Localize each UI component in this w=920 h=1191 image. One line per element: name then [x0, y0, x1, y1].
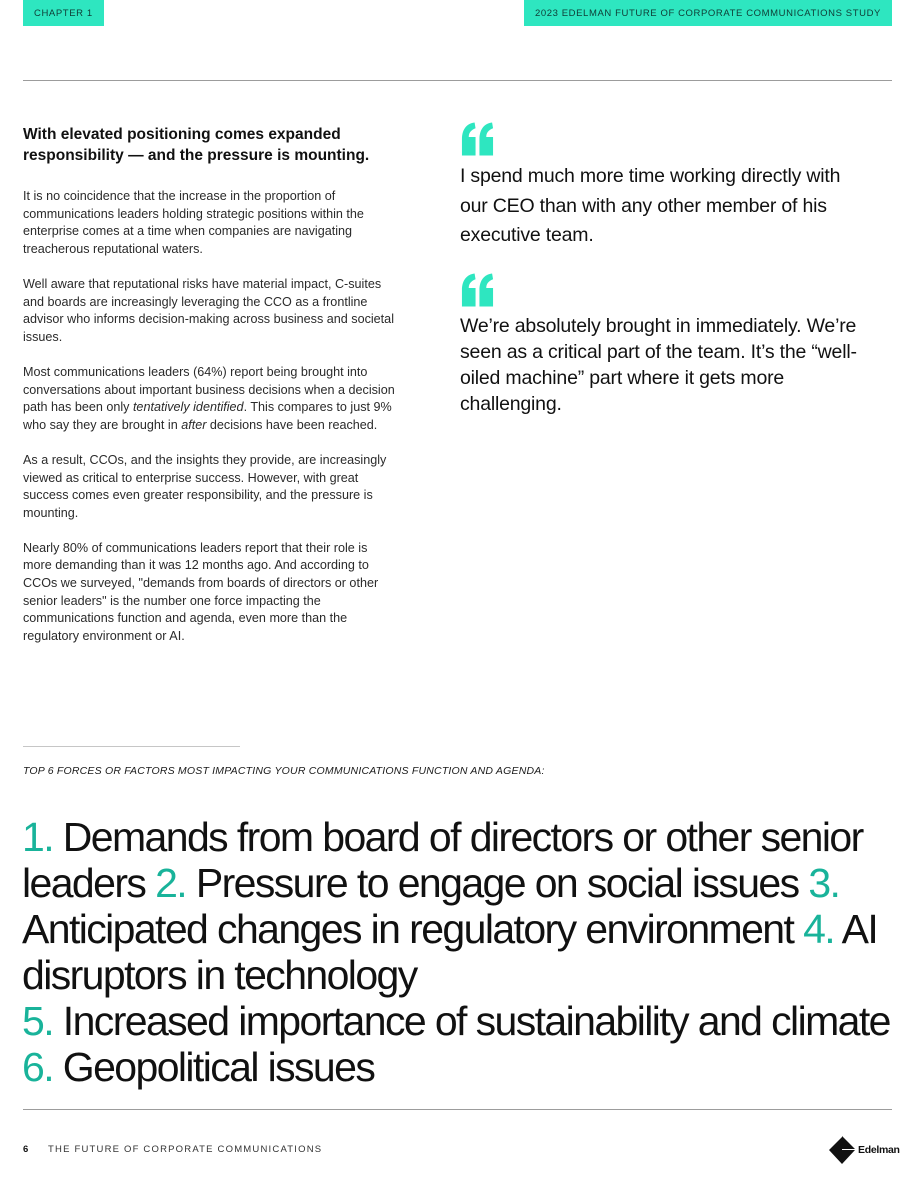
paragraph-3	[23, 364, 395, 434]
paragraph-4: As a result, CCOs, and the insights they provide, are increasingly viewed as critical to enterprise success. However, with great success comes even greater responsibility, and the pressure is mounting.	[23, 452, 387, 520]
body-column	[23, 124, 395, 663]
force-item-2	[155, 860, 798, 906]
paragraph-2: Well aware that reputational risks have material impact, C-suites and boards are increasingly leveraging the CCO as a frontline advisor who informs decision-making across business and societal issues.	[23, 276, 394, 344]
force-text: Increased importance of sustainability and climate	[62, 998, 890, 1044]
quote-mark-icon	[460, 273, 495, 307]
force-number: 4.	[803, 906, 835, 952]
force-text: AI disruptors in technology	[22, 906, 878, 998]
edelman-logo-icon	[828, 1135, 856, 1165]
study-title-tag: 2023 EDELMAN FUTURE OF CORPORATE COMMUNICATIONS STUDY	[524, 0, 892, 26]
force-number: 3.	[808, 860, 840, 906]
paragraph-3-part-a: Most communications leaders (64%) report being brought into conversations about important business decisions when a decision path has been only	[23, 364, 395, 415]
bottom-divider	[23, 1109, 892, 1110]
forces-list	[22, 814, 892, 1090]
paragraph-3-emphasis-1: tentatively identified	[132, 400, 244, 415]
force-text: Geopolitical issues	[62, 1044, 375, 1090]
force-text: Pressure to engage on social issues	[195, 860, 799, 906]
footer-title: THE FUTURE OF CORPORATE COMMUNICATIONS	[48, 1144, 323, 1155]
force-number: 5.	[22, 998, 53, 1044]
quotes-column	[460, 122, 860, 417]
paragraph-5: Nearly 80% of communications leaders report that their role is more demanding than it was 12 months ago. And according to CCOs we surveyed, "demands from boards of directors or other senior leaders" is the number one force impacting the communications function and agenda, even more than the regulatory environment or AI.	[23, 540, 379, 643]
paragraph-3-emphasis-2: after	[181, 417, 207, 432]
force-number: 6.	[22, 1044, 53, 1090]
logo-wordmark: Edelman	[858, 1144, 900, 1156]
force-item-5	[22, 998, 890, 1044]
top-divider	[23, 80, 892, 81]
quote-2: We’re absolutely brought in immediately. We’re seen as a critical part of the team. It’s the “well-oiled machine” part where it gets more challenging.	[460, 314, 857, 415]
paragraph-3-part-b: . This compares to just 9% who say they are brought in	[23, 400, 392, 432]
edelman-logo	[828, 1135, 900, 1165]
force-text: Anticipated changes in regulatory environment	[22, 906, 794, 952]
forces-label: TOP 6 FORCES OR FACTORS MOST IMPACTING YOUR COMMUNICATIONS FUNCTION AND AGENDA:	[23, 765, 545, 777]
force-text: Demands from board of directors or other senior leaders	[22, 814, 863, 906]
quote-1: I spend much more time working directly with our CEO than with any other member of his executive team.	[460, 165, 841, 246]
section-divider	[23, 746, 240, 747]
force-number: 2.	[155, 860, 187, 906]
paragraph-1: It is no coincidence that the increase in the proportion of communications leaders holding strategic positions within the enterprise comes at a time when companies are navigating treacherous reputational waters.	[23, 189, 364, 256]
force-item-6	[22, 1044, 374, 1090]
quote-mark-icon	[460, 122, 495, 156]
page-number: 6	[23, 1144, 29, 1155]
force-number: 1.	[22, 814, 53, 860]
chapter-tag: CHAPTER 1	[23, 0, 104, 26]
paragraph-3-part-c: decisions have been reached.	[206, 417, 378, 432]
section-heading: With elevated positioning comes expanded responsibility — and the pressure is mounting.	[23, 126, 370, 164]
